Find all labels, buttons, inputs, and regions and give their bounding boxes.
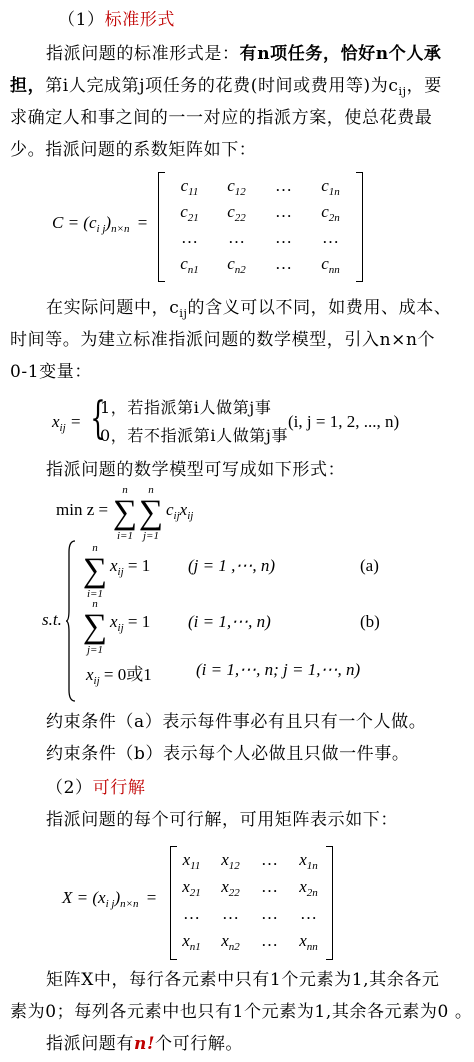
matrix-cell: … [222, 904, 239, 923]
s2-line3-c: 个可行解。 [155, 1034, 244, 1054]
section2-number: （2） [46, 778, 93, 798]
matrix-cell: … [183, 904, 200, 923]
objective-label: min z = [56, 500, 109, 519]
constraint-b-x: x [110, 612, 118, 631]
matrix-cell: … [261, 850, 278, 869]
constraint-a-sum-bottom: i=1 [87, 588, 103, 600]
s1-para2-line1 [46, 298, 451, 324]
matrix-c-right-bracket [356, 172, 363, 282]
objective-c-sub: ij [173, 510, 180, 522]
matrix-cell: $x_{2n}$ [299, 877, 318, 899]
matrix-cell: … [300, 904, 317, 923]
matrix-cell: $c_{11}$ [180, 176, 199, 198]
constraint-b-sigma: ∑ [82, 608, 108, 645]
s1-para2-sub: ij [179, 307, 188, 320]
section2-title: 可行解 [92, 778, 146, 798]
matrix-cell: $c_{1n}$ [321, 176, 340, 198]
constraint-b-range: (i = 1,⋯, n) [188, 612, 271, 631]
s2-line3 [46, 1034, 243, 1054]
objective-x: x [179, 500, 188, 519]
objective-x-sub: ij [187, 510, 194, 522]
matrix-x [172, 850, 328, 956]
constraint-c [86, 660, 152, 687]
matrix-cell: … [261, 931, 278, 950]
s2-line3-a: 指派问题有 [46, 1034, 134, 1054]
matrix-cell: $c_{12}$ [227, 176, 246, 198]
s1-line2-c: ，要 [406, 76, 442, 96]
s2-intro: 指派问题的每个可行解，可用矩阵表示如下： [46, 810, 398, 830]
s1-line2-a: 担， [10, 76, 46, 96]
model-intro: 指派问题的数学模型可写成如下形式： [46, 460, 346, 480]
matrix-c-left-bracket [158, 172, 165, 282]
s1-para2-b: 的含义可以不同，如费用、成本、 [187, 298, 452, 318]
matrix-cell: $c_{21}$ [180, 202, 199, 224]
matrix-cell: $c_{2n}$ [321, 202, 340, 224]
st-label: s.t. [42, 610, 62, 629]
constraint-a-range: (j = 1 ,⋯, n) [188, 556, 276, 575]
matrix-cell: $x_{21}$ [182, 877, 201, 899]
s1-para2-line3: 0-1变量： [10, 362, 92, 382]
s1-line2-b: 第i人完成第j项任务的花费(时间或费用等)为c [45, 76, 399, 96]
constraint-c-range: (i = 1,⋯, n; j = 1,⋯, n) [196, 660, 361, 679]
sum-j-top: n [148, 484, 154, 496]
note-b: 约束条件（b）表示每个人必做且只做一件事。 [46, 744, 410, 764]
objective-term [166, 500, 193, 522]
s1-para2-a: 在实际问题中，c [46, 298, 180, 318]
s2-line3-b: n! [134, 1034, 156, 1054]
matrix-cell: $x_{nn}$ [299, 931, 318, 953]
constraint-b-sum [82, 598, 108, 656]
s1-line1 [46, 44, 442, 64]
constraints-brace-svg [66, 540, 76, 702]
matrix-c-lhs [52, 213, 147, 235]
s1-line1-b: 有n项任务，恰好n个人承 [239, 44, 442, 64]
matrix-c [166, 176, 356, 280]
constraint-b-sub: ij [117, 622, 124, 634]
sum-i-bottom: i=1 [117, 530, 133, 542]
sum-j-bottom: j=1 [143, 530, 159, 542]
s1-para2-line2: 时间等。为建立标准指派问题的数学模型，引入n×n个 [10, 330, 436, 350]
sum-j-sigma: ∑ [138, 494, 164, 531]
matrix-cell: … [322, 228, 339, 247]
matrix-c-lhs-dim: n×n [111, 223, 130, 235]
constraint-a-sum-top: n [92, 542, 98, 554]
constraint-a-x: x [110, 556, 118, 575]
constraint-b-rhs: = 1 [127, 612, 151, 631]
matrix-c-lhs-text: C = (c [52, 213, 97, 232]
xij-sub: ij [59, 422, 66, 434]
matrix-x-lhs-close: ) [114, 888, 121, 907]
section1-title: 标准形式 [104, 10, 176, 30]
matrix-cell: … [261, 877, 278, 896]
matrix-cell: … [261, 904, 278, 923]
s2-line2: 素为0；每列各元素中也只有1个元素为1,其余各元素为0 。 [10, 1002, 473, 1022]
matrix-cell: $x_{12}$ [221, 850, 240, 872]
cases-brace: { [90, 393, 106, 444]
constraint-b-sum-bottom: j=1 [87, 644, 103, 656]
constraint-b [110, 612, 150, 634]
matrix-cell: … [275, 176, 292, 195]
constraint-a [110, 556, 150, 578]
s1-line4: 少。指派问题的系数矩阵如下： [10, 140, 257, 160]
constraint-a-rhs: = 1 [127, 556, 151, 575]
matrix-cell: $c_{n2}$ [227, 254, 246, 276]
constraint-b-tag: (b) [360, 612, 380, 631]
matrix-c-eq: = [137, 213, 148, 232]
s1-line3: 求确定人和事之间的一一对应的指派方案，使总花费最 [10, 108, 433, 128]
objective-c: c [166, 500, 174, 519]
matrix-x-lhs-dim: n×n [120, 898, 139, 910]
matrix-cell: $x_{22}$ [221, 877, 240, 899]
sum-j [138, 484, 164, 542]
matrix-x-lhs [62, 888, 156, 910]
constraint-a-sigma: ∑ [82, 552, 108, 589]
s1-line1-a: 指派问题的标准形式是： [46, 44, 240, 64]
matrix-cell: … [275, 202, 292, 221]
constraint-c-rhs: = 0或1 [103, 665, 152, 684]
constraint-c-x: x [86, 665, 94, 684]
constraints-brace [66, 540, 76, 702]
matrix-x-lhs-text: X = (x [62, 888, 106, 907]
constraint-a-sum [82, 542, 108, 600]
s1-line2-sub: ij [398, 85, 407, 98]
sum-i-top: n [122, 484, 128, 496]
matrix-cell: … [275, 254, 292, 273]
matrix-cell: $c_{n1}$ [180, 254, 199, 276]
xij-label: $x_{ij}$ = [52, 412, 82, 434]
constraint-c-sub: ij [93, 675, 100, 687]
case-1: 1，若指派第i人做第j事 [100, 398, 272, 417]
matrix-cell: $x_{1n}$ [299, 850, 318, 872]
matrix-cell: $x_{11}$ [182, 850, 201, 872]
matrix-cell: … [228, 228, 245, 247]
constraint-a-tag: (a) [360, 556, 379, 575]
xij-x: x [52, 412, 60, 431]
section1-number: （1） [58, 10, 105, 30]
matrix-c-lhs-sub: i j [96, 223, 106, 235]
matrix-x-lhs-sub: i j [105, 898, 115, 910]
matrix-cell: $x_{n1}$ [182, 931, 201, 953]
case-range: (i, j = 1, 2, ..., n) [288, 412, 400, 431]
constraint-a-sub: ij [117, 566, 124, 578]
case-2: 0，若不指派第i人做第j事 [100, 426, 289, 445]
matrix-cell: $c_{nn}$ [321, 254, 340, 276]
s2-line1: 矩阵X中，每行各元素中只有1个元素为1,其余各元 [46, 970, 440, 990]
sum-i-sigma: ∑ [112, 494, 138, 531]
section2-heading [46, 778, 145, 798]
matrix-x-eq: = [146, 888, 157, 907]
matrix-cell: … [275, 228, 292, 247]
matrix-cell: … [181, 228, 198, 247]
sum-i [112, 484, 138, 542]
matrix-c-lhs-close: ) [105, 213, 112, 232]
note-a: 约束条件（a）表示每件事必有且只有一个人做。 [46, 712, 427, 732]
s1-line2 [10, 76, 442, 102]
matrix-cell: $x_{n2}$ [221, 931, 240, 953]
constraint-b-sum-top: n [92, 598, 98, 610]
matrix-cell: $c_{22}$ [227, 202, 246, 224]
section1-heading [58, 10, 175, 30]
